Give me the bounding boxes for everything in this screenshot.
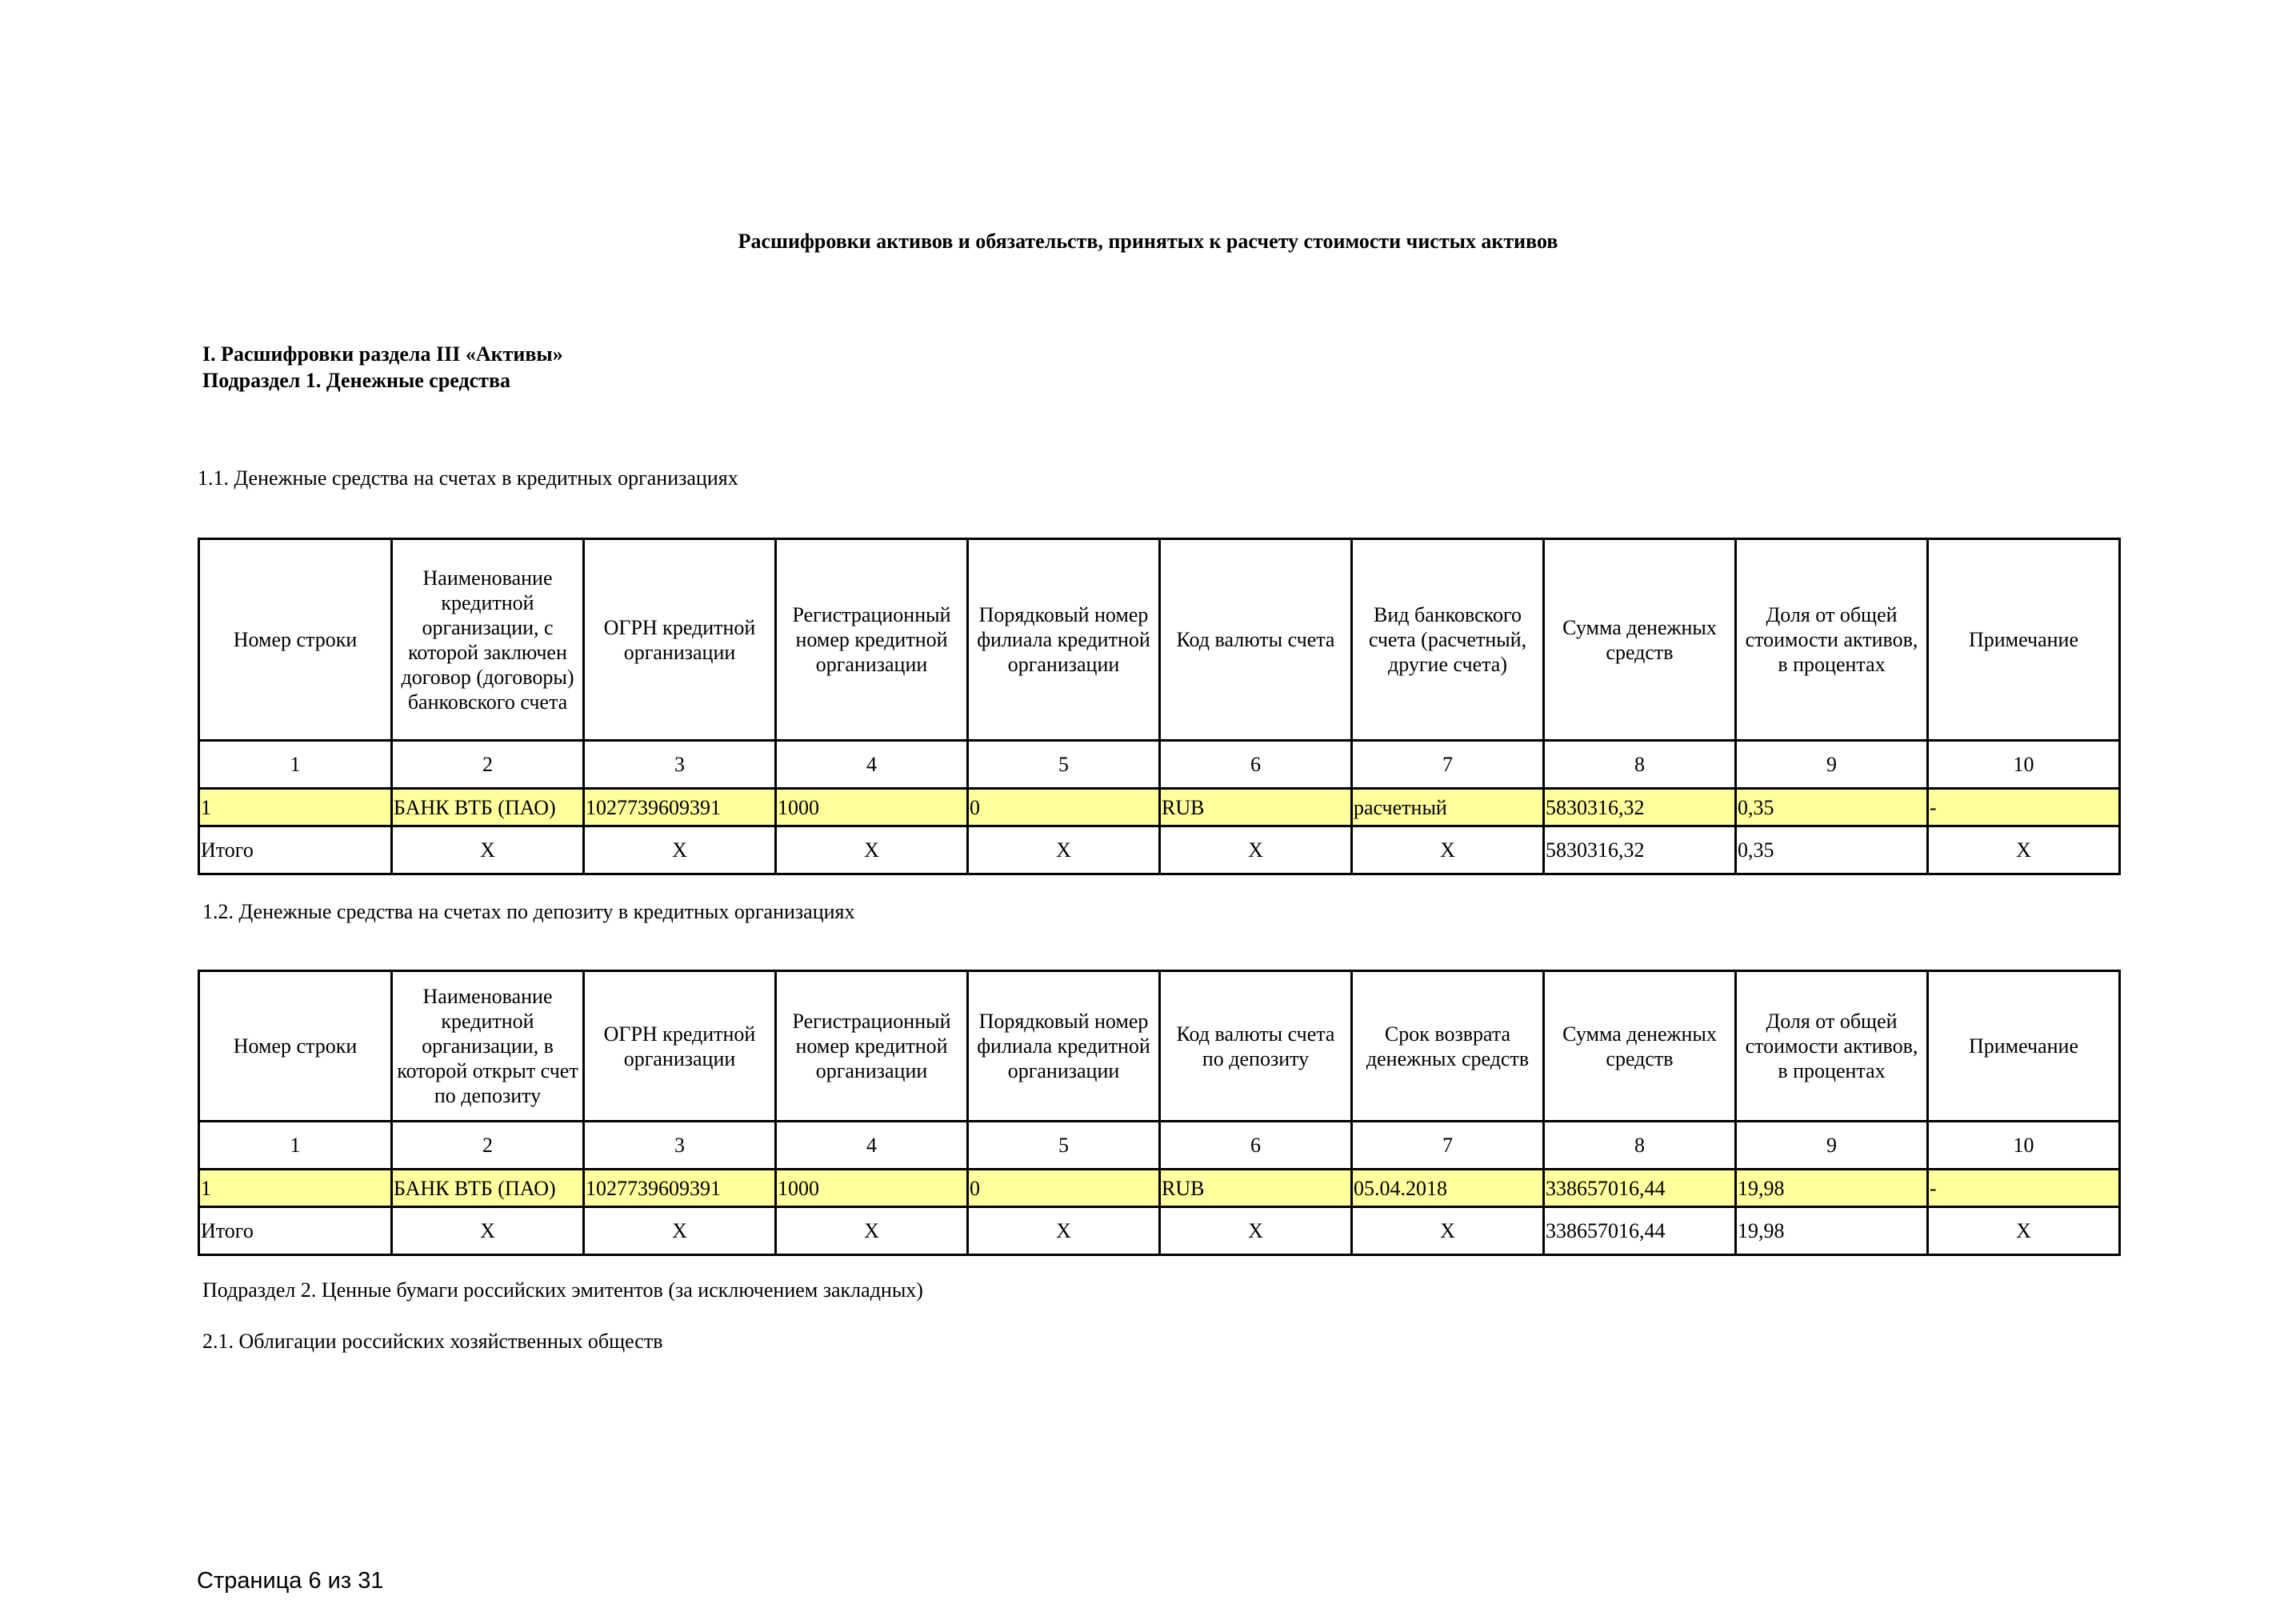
table1-header-cell: Доля от общей стоимости активов, в процентах [1736,539,1928,741]
table2-column-number: 8 [1544,1122,1736,1170]
table2-total-row [199,1207,2120,1255]
table2-header-cell: Наименование кредитной организации, в которой открыт счет по депозиту [392,971,584,1122]
table1-total-cell: 5830316,32 [1544,826,1736,874]
table1-column-number: 1 [199,741,392,789]
table2-total-cell: X [392,1207,584,1255]
section-heading-block [202,341,563,394]
table1-header-cell: Порядковый номер филиала кредитной организации [968,539,1160,741]
table2-column-number: 10 [1928,1122,2120,1170]
table1-cell: 0,35 [1736,789,1928,826]
table1-total-cell: X [392,826,584,874]
table2-header-cell: Номер строки [199,971,392,1122]
table2-total-cell: X [1352,1207,1544,1255]
table1-header-cell: Номер строки [199,539,392,741]
table2-cell: 338657016,44 [1544,1170,1736,1207]
table2-cell: 1027739609391 [584,1170,776,1207]
subsection2-heading: Подраздел 2. Ценные бумаги российских эмитентов (за исключением закладных) [202,1278,923,1302]
table1-header-cell: ОГРН кредитной организации [584,539,776,741]
table1-total-cell: 0,35 [1736,826,1928,874]
table1-column-number: 4 [776,741,968,789]
table2-column-numbers-row [199,1122,2120,1170]
table2-cell: БАНК ВТБ (ПАО) [392,1170,584,1207]
table1-cell: 5830316,32 [1544,789,1736,826]
table2-total-cell: X [968,1207,1160,1255]
table1-cell: 1027739609391 [584,789,776,826]
table1-total-cell: X [584,826,776,874]
table1-header-row [199,539,2120,741]
table2-cell: - [1928,1170,2120,1207]
table2-header-row [199,971,2120,1122]
table1-column-numbers-row [199,741,2120,789]
table1-header-cell: Примечание [1928,539,2120,741]
table2-header-cell: ОГРН кредитной организации [584,971,776,1122]
section-heading: I. Расшифровки раздела III «Активы» [202,342,563,366]
table2-header-cell: Срок возврата денежных средств [1352,971,1544,1122]
table2-total-cell: Итого [199,1207,392,1255]
table2-header-cell: Порядковый номер филиала кредитной организации [968,971,1160,1122]
table2-total-cell: 338657016,44 [1544,1207,1736,1255]
table2-column-number: 6 [1160,1122,1352,1170]
table1-header-cell: Наименование кредитной организации, с которой заключен договор (договоры) банковского счета [392,539,584,741]
table2-header-cell: Доля от общей стоимости активов, в процентах [1736,971,1928,1122]
table1-total-cell: X [776,826,968,874]
table2-column-number: 5 [968,1122,1160,1170]
table2-column-number: 2 [392,1122,584,1170]
table1-total-row [199,826,2120,874]
table1-caption: 1.1. Денежные средства на счетах в кредитных организациях [198,466,738,490]
table1-column-number: 8 [1544,741,1736,789]
table1-cash-accounts [198,538,2121,875]
document-title: Расшифровки активов и обязательств, принятых к расчету стоимости чистых активов [738,230,1558,253]
table2-total-cell: X [1160,1207,1352,1255]
table1-total-cell: X [1352,826,1544,874]
table1-total-cell: X [968,826,1160,874]
subsection2-item: 2.1. Облигации российских хозяйственных обществ [202,1330,663,1353]
table1-total-cell: X [1160,826,1352,874]
table2-cell: 1000 [776,1170,968,1207]
table1-cell: RUB [1160,789,1352,826]
table1-column-number: 5 [968,741,1160,789]
table1-cell: 1000 [776,789,968,826]
table2-total-cell: X [584,1207,776,1255]
table2-header-cell: Регистрационный номер кредитной организации [776,971,968,1122]
table2-deposit-accounts [198,970,2121,1256]
table2-column-number: 7 [1352,1122,1544,1170]
table1-header-cell: Регистрационный номер кредитной организации [776,539,968,741]
table1-cell: БАНК ВТБ (ПАО) [392,789,584,826]
table2-cell: RUB [1160,1170,1352,1207]
table1-column-number: 7 [1352,741,1544,789]
table2-cell: 1 [199,1170,392,1207]
table2-data-row [199,1170,2120,1207]
table2-cell: 0 [968,1170,1160,1207]
table1-column-number: 10 [1928,741,2120,789]
table2-column-number: 3 [584,1122,776,1170]
table1-header-cell: Сумма денежных средств [1544,539,1736,741]
table1-total-cell: Итого [199,826,392,874]
table1-column-number: 3 [584,741,776,789]
table1-header-cell: Вид банковского счета (расчетный, другие счета) [1352,539,1544,741]
table2-cell: 05.04.2018 [1352,1170,1544,1207]
table1-total-cell: X [1928,826,2120,874]
table2-header-cell: Код валюты счета по депозиту [1160,971,1352,1122]
table1-cell: 0 [968,789,1160,826]
table2-column-number: 9 [1736,1122,1928,1170]
table1-cell: - [1928,789,2120,826]
table1-data-row [199,789,2120,826]
subsection-heading: Подраздел 1. Денежные средства [202,369,510,392]
table1-header-cell: Код валюты счета [1160,539,1352,741]
table1-cell: расчетный [1352,789,1544,826]
table1-cell: 1 [199,789,392,826]
table2-total-cell: 19,98 [1736,1207,1928,1255]
table2-total-cell: X [776,1207,968,1255]
table2-caption: 1.2. Денежные средства на счетах по депозиту в кредитных организациях [202,900,855,923]
table2-header-cell: Сумма денежных средств [1544,971,1736,1122]
table2-column-number: 4 [776,1122,968,1170]
table1-column-number: 6 [1160,741,1352,789]
table1-column-number: 2 [392,741,584,789]
table2-column-number: 1 [199,1122,392,1170]
table2-cell: 19,98 [1736,1170,1928,1207]
table2-header-cell: Примечание [1928,971,2120,1122]
page-number: Страница 6 из 31 [197,1568,384,1594]
table2-total-cell: X [1928,1207,2120,1255]
table1-column-number: 9 [1736,741,1928,789]
